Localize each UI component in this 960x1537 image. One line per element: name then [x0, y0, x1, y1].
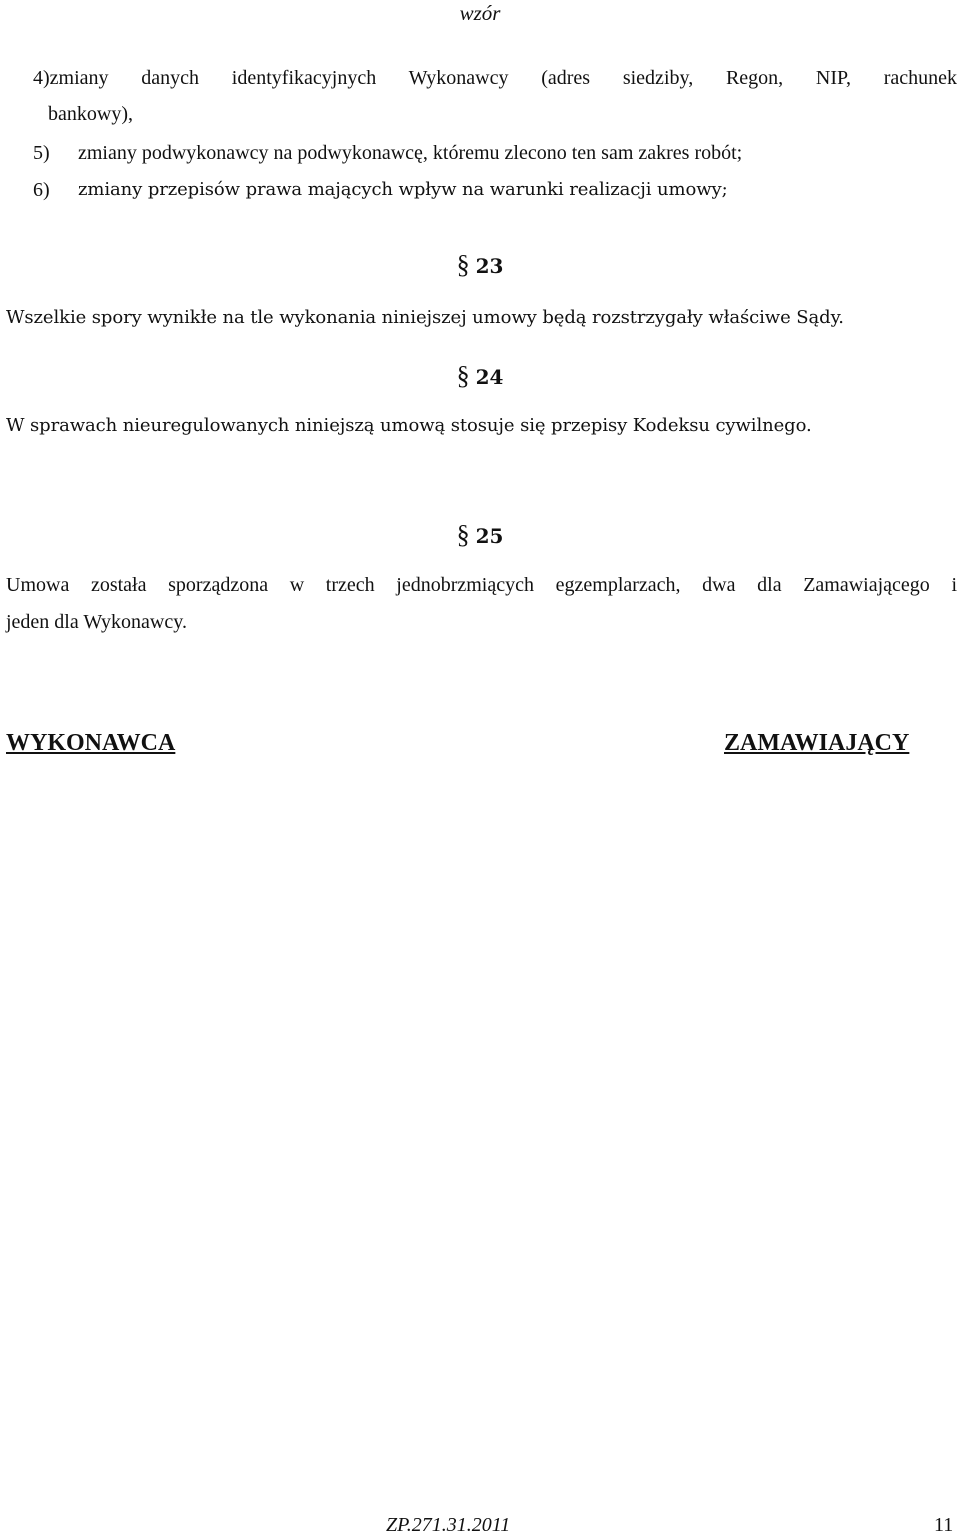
list-item-5-text: zmiany podwykonawcy na podwykonawcę, któremu zlecono ten sam zakres robót;	[78, 142, 743, 164]
section-symbol: §	[456, 361, 470, 390]
section-number: 24	[475, 365, 504, 389]
section-23-text: Wszelkie spory wynikłe na tle wykonania niniejszej umowy będą rozstrzygały właściwe Sądy.	[6, 307, 844, 328]
footer-reference: ZP.271.31.2011	[386, 1514, 511, 1536]
section-number: 25	[475, 524, 504, 548]
list-item-4-line-2: bankowy),	[48, 103, 133, 125]
list-item-4-line-1: 4)zmiany danych identyfikacyjnych Wykonawcy (adres siedziby, Regon, NIP, rachunek	[33, 67, 957, 89]
section-25-text-line-1: Umowa została sporządzona w trzech jednobrzmiących egzemplarzach, dwa dla Zamawiającego i	[6, 574, 957, 596]
section-number: 23	[475, 254, 504, 278]
section-heading-25	[0, 522, 960, 549]
signature-employer-label: ZAMAWIAJĄCY	[724, 730, 910, 756]
section-25-text-line-2: jeden dla Wykonawcy.	[6, 611, 187, 633]
footer-page-number: 11	[934, 1514, 954, 1536]
signature-contractor-label: WYKONAWCA	[6, 730, 176, 756]
list-item-5-number: 5)	[33, 142, 50, 164]
section-heading-23	[0, 252, 960, 279]
section-symbol: §	[456, 250, 470, 279]
section-symbol: §	[456, 520, 470, 549]
section-24-text: W sprawach nieuregulowanych niniejszą umową stosuje się przepisy Kodeksu cywilnego.	[6, 415, 812, 436]
document-header-label: wzór	[459, 1, 501, 25]
section-heading-24	[0, 363, 960, 390]
list-item-6-text: zmiany przepisów prawa mających wpływ na warunki realizacji umowy;	[78, 179, 728, 200]
list-item-6-number: 6)	[33, 179, 50, 201]
